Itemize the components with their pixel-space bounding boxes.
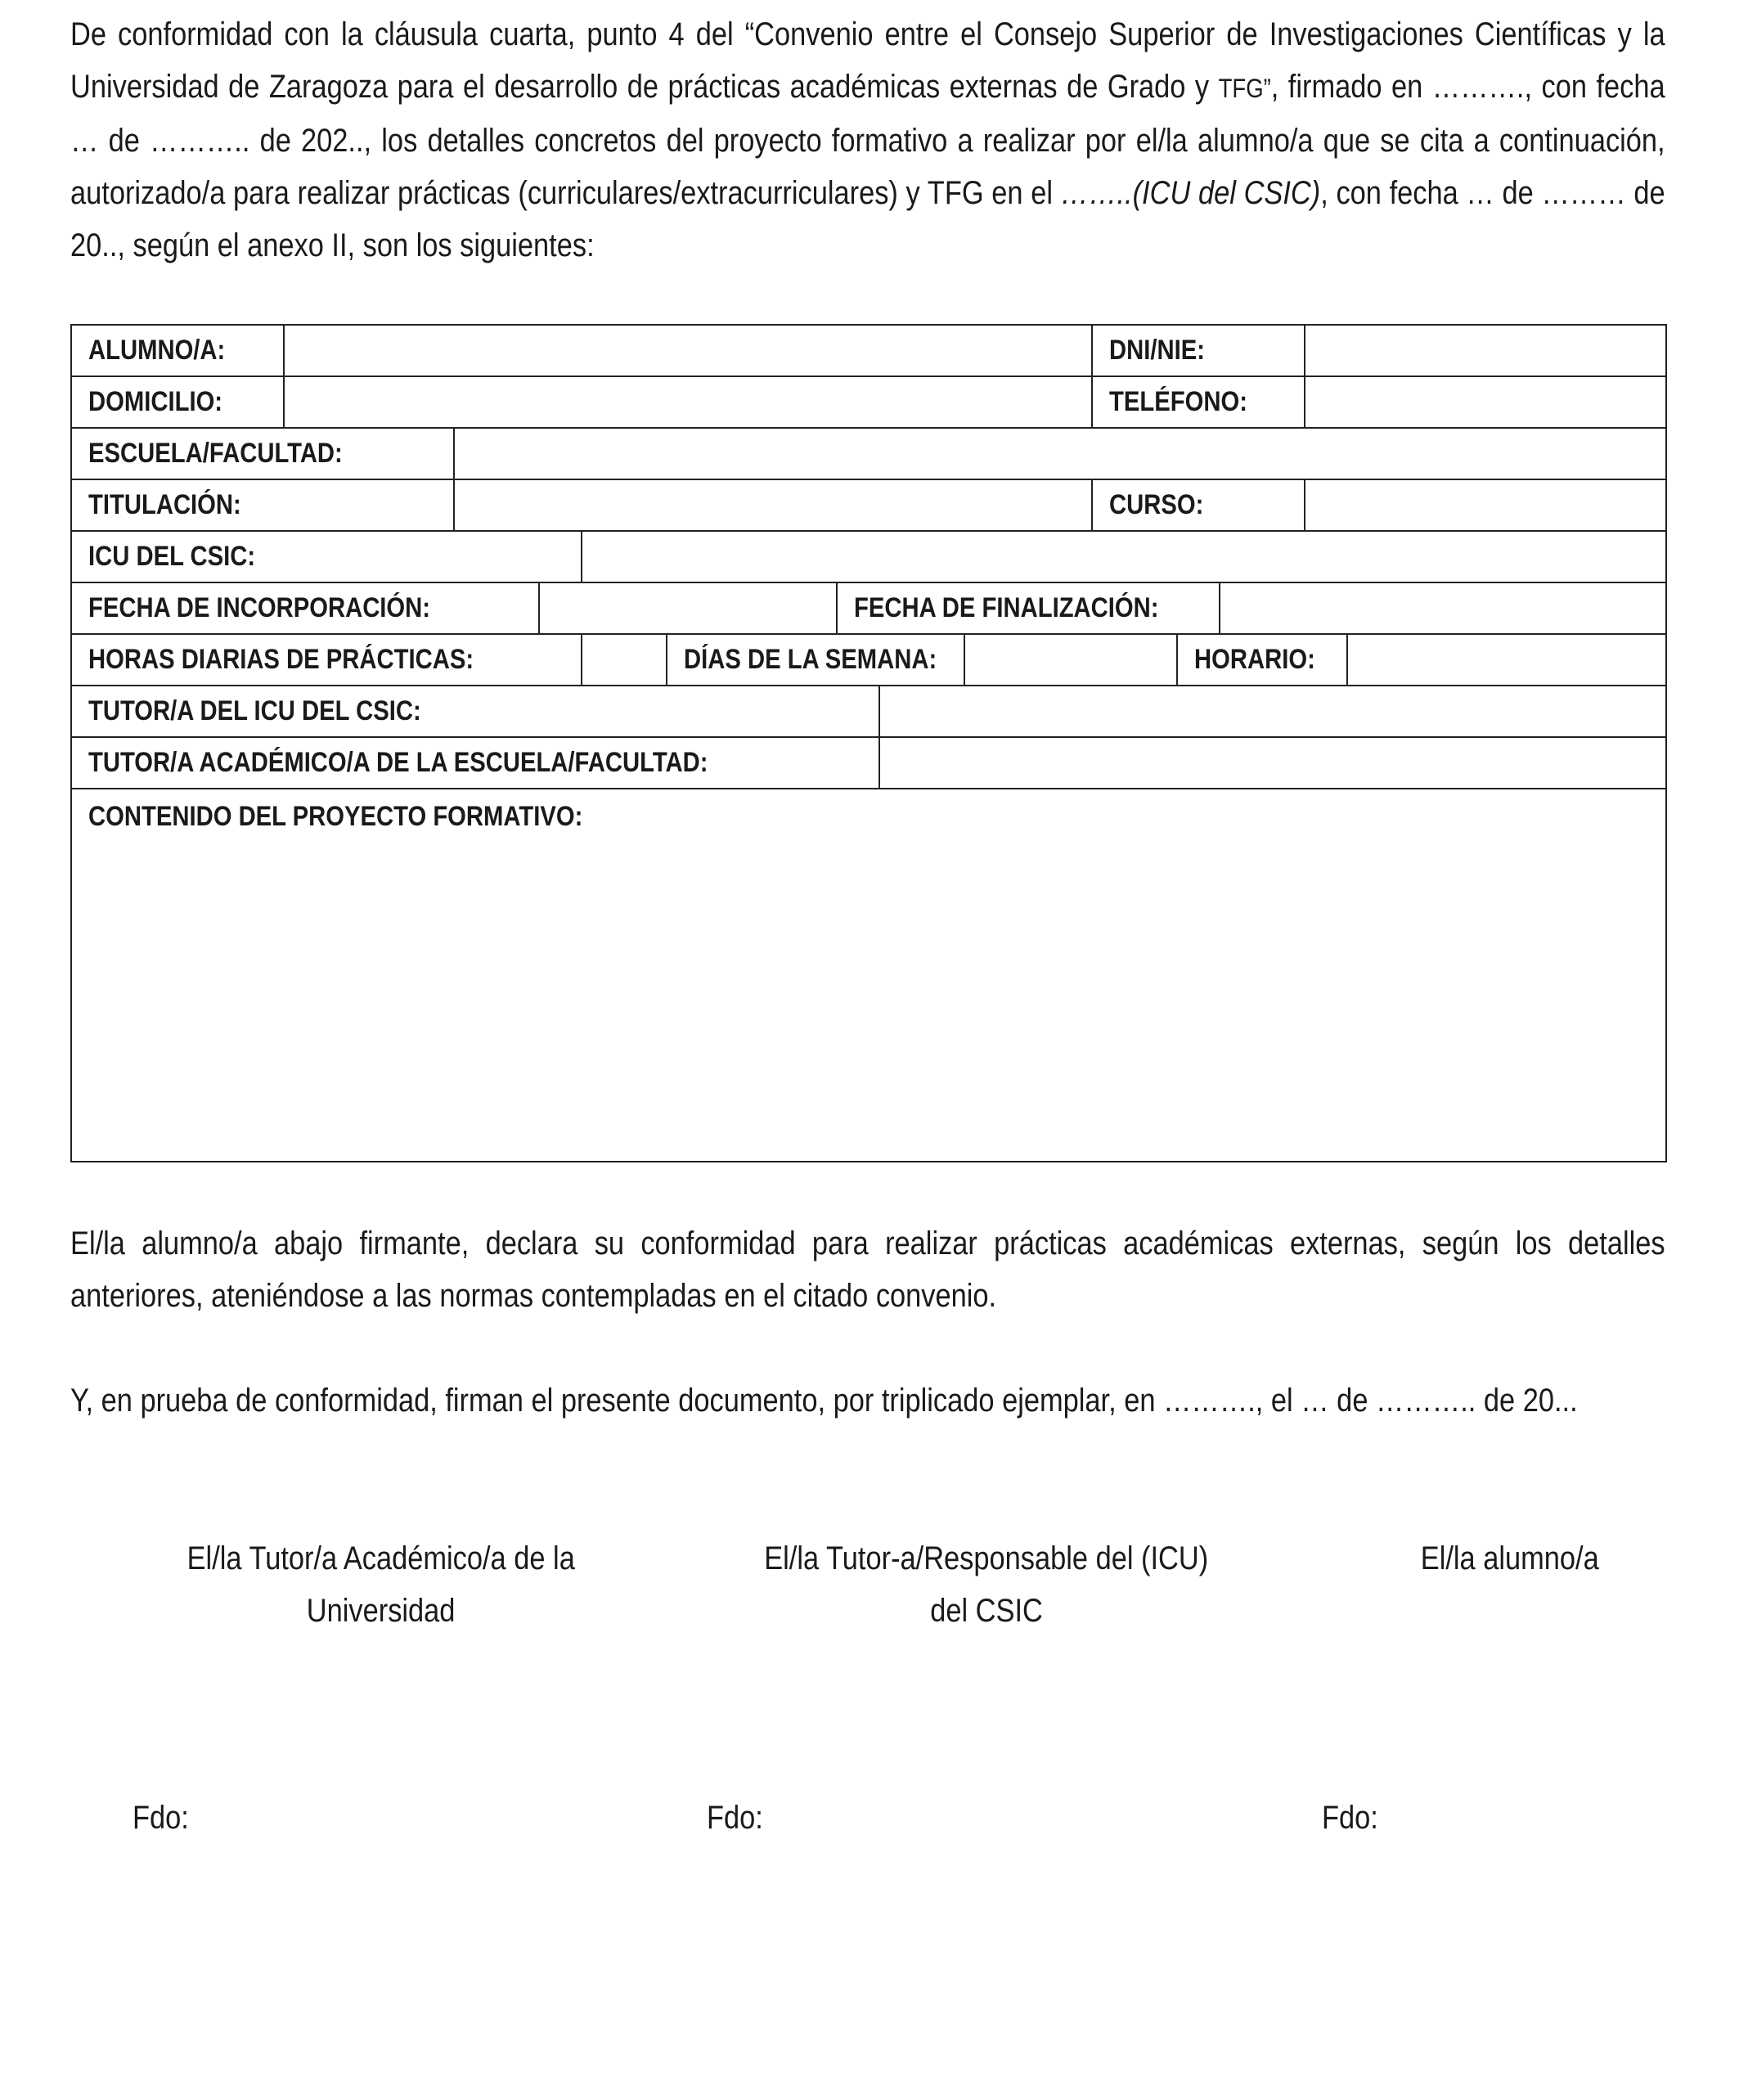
- signature-tutor-academico: [119, 1532, 643, 1637]
- field-horario[interactable]: [1347, 634, 1666, 686]
- field-dni[interactable]: [1305, 325, 1666, 376]
- field-dias-semana[interactable]: [964, 634, 1177, 686]
- label-horario: HORARIO:: [1177, 634, 1347, 686]
- label-horas-diarias: HORAS DIARIAS DE PRÁCTICAS:: [71, 634, 582, 686]
- row-contenido: [71, 789, 1666, 1162]
- label-telefono: TELÉFONO:: [1092, 376, 1305, 428]
- row-escuela: [71, 428, 1666, 479]
- signature-alumno: [1305, 1532, 1714, 1585]
- intro-icu: ……..(ICU del CSIC): [1060, 175, 1321, 211]
- label-escuela: ESCUELA/FACULTAD:: [71, 428, 454, 479]
- signature-tutor-icu: [676, 1532, 1297, 1637]
- row-horas: [71, 634, 1666, 686]
- label-tutor-academico: TUTOR/A ACADÉMICO/A DE LA ESCUELA/FACULTAD:: [71, 737, 879, 789]
- label-dias-semana: DÍAS DE LA SEMANA:: [667, 634, 964, 686]
- field-titulacion[interactable]: [454, 479, 1092, 531]
- intro-tfg: TFG”: [1218, 74, 1271, 103]
- proof-paragraph: Y, en prueba de conformidad, firman el presente documento, por triplicado ejemplar, en ………., el … de ……….. de 20...: [70, 1383, 1578, 1419]
- sig-tutor-academico-line2: Universidad: [307, 1593, 456, 1629]
- label-tutor-icu: TUTOR/A DEL ICU DEL CSIC:: [71, 686, 879, 737]
- sig-alumno-label: El/la alumno/a: [1420, 1540, 1599, 1576]
- intro-paragraph: [70, 8, 1665, 272]
- label-dni: DNI/NIE:: [1092, 325, 1305, 376]
- row-titulacion: [71, 479, 1666, 531]
- row-fechas: [71, 582, 1666, 634]
- fdo-alumno: Fdo:: [1322, 1800, 1378, 1836]
- intro-text-2: , firmado en ………., con fecha … de ……….. de 202.., los detalles concretos del proyecto formativo a realizar por el/la alumno/a que se cita a continuación, autorizado/a para realizar prácticas (curriculares/extracurriculares) y TFG en el: [70, 69, 1665, 211]
- row-alumno: [71, 325, 1666, 376]
- label-contenido: CONTENIDO DEL PROYECTO FORMATIVO:: [88, 801, 583, 832]
- field-escuela[interactable]: [454, 428, 1666, 479]
- field-domicilio[interactable]: [284, 376, 1092, 428]
- label-domicilio: DOMICILIO:: [71, 376, 284, 428]
- row-tutor-academico: [71, 737, 1666, 789]
- student-form-table: [70, 324, 1667, 1162]
- label-titulacion: TITULACIÓN:: [71, 479, 454, 531]
- intro-text-3: , con fecha … de ……… de 20.., según el anexo II, son los siguientes:: [70, 175, 1665, 263]
- label-icu: ICU DEL CSIC:: [71, 531, 582, 582]
- field-fecha-finalizacion[interactable]: [1220, 582, 1666, 634]
- row-domicilio: [71, 376, 1666, 428]
- row-tutor-icu: [71, 686, 1666, 737]
- field-tutor-academico[interactable]: [879, 737, 1666, 789]
- field-curso[interactable]: [1305, 479, 1666, 531]
- field-telefono[interactable]: [1305, 376, 1666, 428]
- label-fecha-incorporacion: FECHA DE INCORPORACIÓN:: [71, 582, 539, 634]
- sig-tutor-icu-line1: El/la Tutor-a/Responsable del (ICU): [764, 1540, 1209, 1576]
- sig-tutor-academico-line1: El/la Tutor/a Académico/a de la: [186, 1540, 576, 1576]
- fdo-tutor-icu: Fdo:: [707, 1800, 763, 1836]
- field-alumno[interactable]: [284, 325, 1092, 376]
- label-fecha-finalizacion: FECHA DE FINALIZACIÓN:: [837, 582, 1220, 634]
- field-contenido-proyecto[interactable]: [71, 789, 1666, 1162]
- label-alumno: ALUMNO/A:: [71, 325, 284, 376]
- intro-text-1: De conformidad con la cláusula cuarta, punto 4 del “Convenio entre el Consejo Superior de Investigaciones Científicas y la Universidad de Zaragoza para el desarrollo de prácticas académicas externas de Grado y: [70, 16, 1665, 105]
- declaration-paragraph: El/la alumno/a abajo firmante, declara su conformidad para realizar prácticas académicas externas, según los detalles anteriores, ateniéndose a las normas contempladas en el citado convenio.: [70, 1225, 1665, 1314]
- field-fecha-incorporacion[interactable]: [539, 582, 837, 634]
- label-curso: CURSO:: [1092, 479, 1305, 531]
- field-tutor-icu[interactable]: [879, 686, 1666, 737]
- field-icu[interactable]: [582, 531, 1666, 582]
- row-icu: [71, 531, 1666, 582]
- fdo-tutor-academico: Fdo:: [133, 1800, 189, 1836]
- field-horas-diarias[interactable]: [582, 634, 667, 686]
- sig-tutor-icu-line2: del CSIC: [930, 1593, 1043, 1629]
